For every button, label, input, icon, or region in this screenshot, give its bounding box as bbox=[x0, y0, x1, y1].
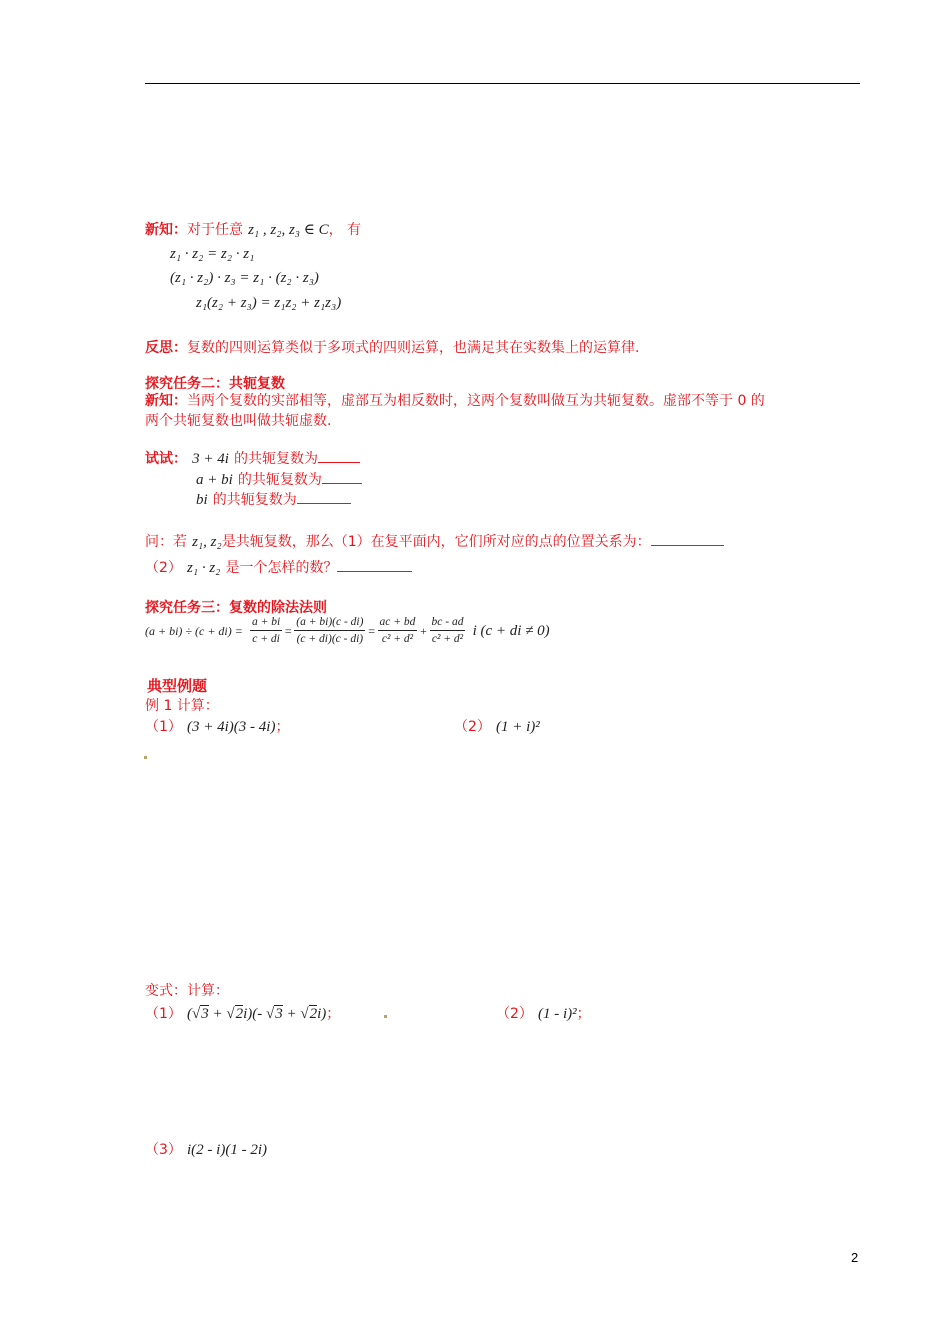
try-text-2: 的共轭复数为 bbox=[237, 472, 322, 488]
variant-part3 bbox=[145, 1139, 267, 1159]
law-commutative: z₁ · z₂ = z₂ · z₁ bbox=[170, 246, 255, 262]
fraction-1 bbox=[250, 614, 282, 647]
expr-part: i)(- bbox=[243, 1006, 267, 1022]
variant-part2-expr: (1 - i)² bbox=[538, 1006, 577, 1022]
variant-part3-expr: i(2 - i)(1 - 2i) bbox=[187, 1142, 267, 1158]
task2-line1 bbox=[145, 390, 765, 410]
fraction-3 bbox=[378, 614, 418, 647]
answer-blank-3[interactable] bbox=[297, 489, 351, 504]
task2-label: 新知： bbox=[145, 393, 187, 409]
fraction-3-num: ac + bd bbox=[378, 614, 418, 631]
fraction-1-den: c + di bbox=[252, 633, 280, 645]
expr-part: + bbox=[282, 1006, 301, 1022]
variant-part1 bbox=[145, 1003, 340, 1023]
variant-part1-end: ； bbox=[326, 1006, 341, 1022]
division-lhs: (a + bi) ÷ (c + di) = bbox=[145, 624, 243, 638]
reflection-label: 反思： bbox=[145, 340, 187, 356]
try-text-1: 的共轭复数为 bbox=[233, 451, 318, 467]
question-vars: z₁, z₂ bbox=[192, 534, 222, 550]
try-expr-2: a + bi bbox=[196, 472, 233, 488]
task2-text1: 当两个复数的实部相等，虚部互为相反数时，这两个复数叫做互为共轭复数。虚部不等于 0 的 bbox=[187, 393, 765, 409]
try-text-3: 的共轭复数为 bbox=[212, 492, 297, 508]
example1-part1-end: ； bbox=[275, 719, 290, 735]
sqrt-3: 3 bbox=[201, 1006, 209, 1022]
stray-mark bbox=[144, 756, 147, 759]
answer-blank-1[interactable] bbox=[318, 448, 360, 463]
answer-blank-5[interactable] bbox=[337, 557, 412, 572]
example1-part2 bbox=[454, 716, 540, 736]
plus-sign: + bbox=[419, 624, 428, 638]
expr-part: + bbox=[208, 1006, 227, 1022]
division-formula: (a + bi) ÷ (c + di) = $\frac{a + bi}{c + di}$ = $\frac{(a + bi)(c - di)}{(c + di)(c - di)}$ = $\frac{ac + bd}{\text{c² + d²}}$ + $\frac{bc - ad}{\text{c² + d²}}$ i (c + di ≠ 0) bbox=[145, 616, 550, 645]
examples-heading: 典型例题 bbox=[147, 677, 208, 695]
new-knowledge-label: 新知： bbox=[145, 222, 187, 238]
question-text1: 是共轭复数，那么（1）在复平面内，它们所对应的点的位置关系为： bbox=[221, 534, 651, 550]
try-label: 试试： bbox=[145, 451, 187, 467]
try-line1 bbox=[145, 448, 360, 468]
expr-part: i) bbox=[317, 1006, 327, 1022]
sqrt-2: 2 bbox=[309, 1006, 318, 1022]
example1-label: 例 1 计算： bbox=[145, 698, 219, 714]
fraction-4 bbox=[430, 614, 466, 647]
answer-blank-4[interactable] bbox=[651, 531, 724, 546]
variant-label: 变式：计算： bbox=[145, 983, 229, 999]
variant-part3-label: （3） bbox=[145, 1142, 182, 1158]
new-knowledge-prefix: 对于任意 bbox=[187, 222, 243, 238]
question-part2-label: （2） bbox=[145, 560, 182, 576]
variant-part1-label: （1） bbox=[145, 1006, 182, 1022]
law-associative: (z₁ · z₂) · z₃ = z₁ · (z₂ · z₃) bbox=[170, 270, 319, 286]
answer-blank-2[interactable] bbox=[322, 469, 362, 484]
task3-heading: 探究任务三：复数的除法法则 bbox=[145, 600, 327, 616]
question-prefix: 问：若 bbox=[145, 534, 187, 550]
fraction-2-num: (a + bi)(c - di) bbox=[294, 614, 365, 631]
law-distributive: z₁(z₂ + z₃) = z₁z₂ + z₁z₃) bbox=[196, 295, 342, 311]
set-expression: z₁ , z₂, z₃ ∈ C bbox=[248, 222, 329, 238]
example1-part2-label: （2） bbox=[454, 719, 491, 735]
reflection-line bbox=[145, 337, 639, 357]
new-knowledge-suffix: ， 有 bbox=[328, 222, 362, 238]
example1-part2-expr: (1 + i)² bbox=[496, 719, 540, 735]
variant-part2-label: （2） bbox=[496, 1006, 533, 1022]
try-line2 bbox=[196, 469, 362, 489]
variant-part1-expr: (√3 + √2i)(- √3 + √2i) bbox=[187, 1006, 327, 1022]
fraction-3-den: c² + d² bbox=[381, 633, 414, 645]
example1-part1 bbox=[145, 716, 289, 736]
fraction-1-num: a + bi bbox=[250, 614, 282, 631]
example1-part1-expr: (3 + 4i)(3 - 4i) bbox=[187, 719, 276, 735]
try-expr-3: bi bbox=[196, 492, 208, 508]
new-knowledge-line bbox=[145, 219, 361, 239]
stray-mark bbox=[384, 1015, 387, 1018]
question-part2-text: 是一个怎样的数？ bbox=[225, 560, 338, 576]
question-line1 bbox=[145, 531, 724, 551]
sqrt-2: 2 bbox=[235, 1006, 244, 1022]
question-line2 bbox=[145, 557, 412, 577]
try-expr-1: 3 + 4i bbox=[192, 451, 229, 467]
task2-heading: 探究任务二：共轭复数 bbox=[145, 376, 285, 392]
variant-part2 bbox=[496, 1003, 591, 1023]
fraction-2 bbox=[294, 614, 365, 647]
variant-part2-end: ； bbox=[576, 1006, 591, 1022]
header-rule bbox=[145, 83, 860, 84]
reflection-text: 复数的四则运算类似于多项式的四则运算，也满足其在实数集上的运算律. bbox=[187, 340, 640, 356]
try-line3 bbox=[196, 489, 351, 509]
expr-part: ( bbox=[187, 1006, 193, 1022]
example1-part1-label: （1） bbox=[145, 719, 182, 735]
division-tail: i (c + di ≠ 0) bbox=[472, 623, 550, 639]
page-number: 2 bbox=[851, 1250, 859, 1265]
fraction-2-den: (c + di)(c - di) bbox=[296, 633, 364, 645]
question-part2-expr: z₁ · z₂ bbox=[187, 560, 221, 576]
sqrt-3: 3 bbox=[275, 1006, 283, 1022]
task2-line2: 两个共轭复数也叫做共轭虚数. bbox=[145, 413, 332, 429]
fraction-4-num: bc - ad bbox=[430, 614, 466, 631]
fraction-4-den: c² + d² bbox=[431, 633, 464, 645]
